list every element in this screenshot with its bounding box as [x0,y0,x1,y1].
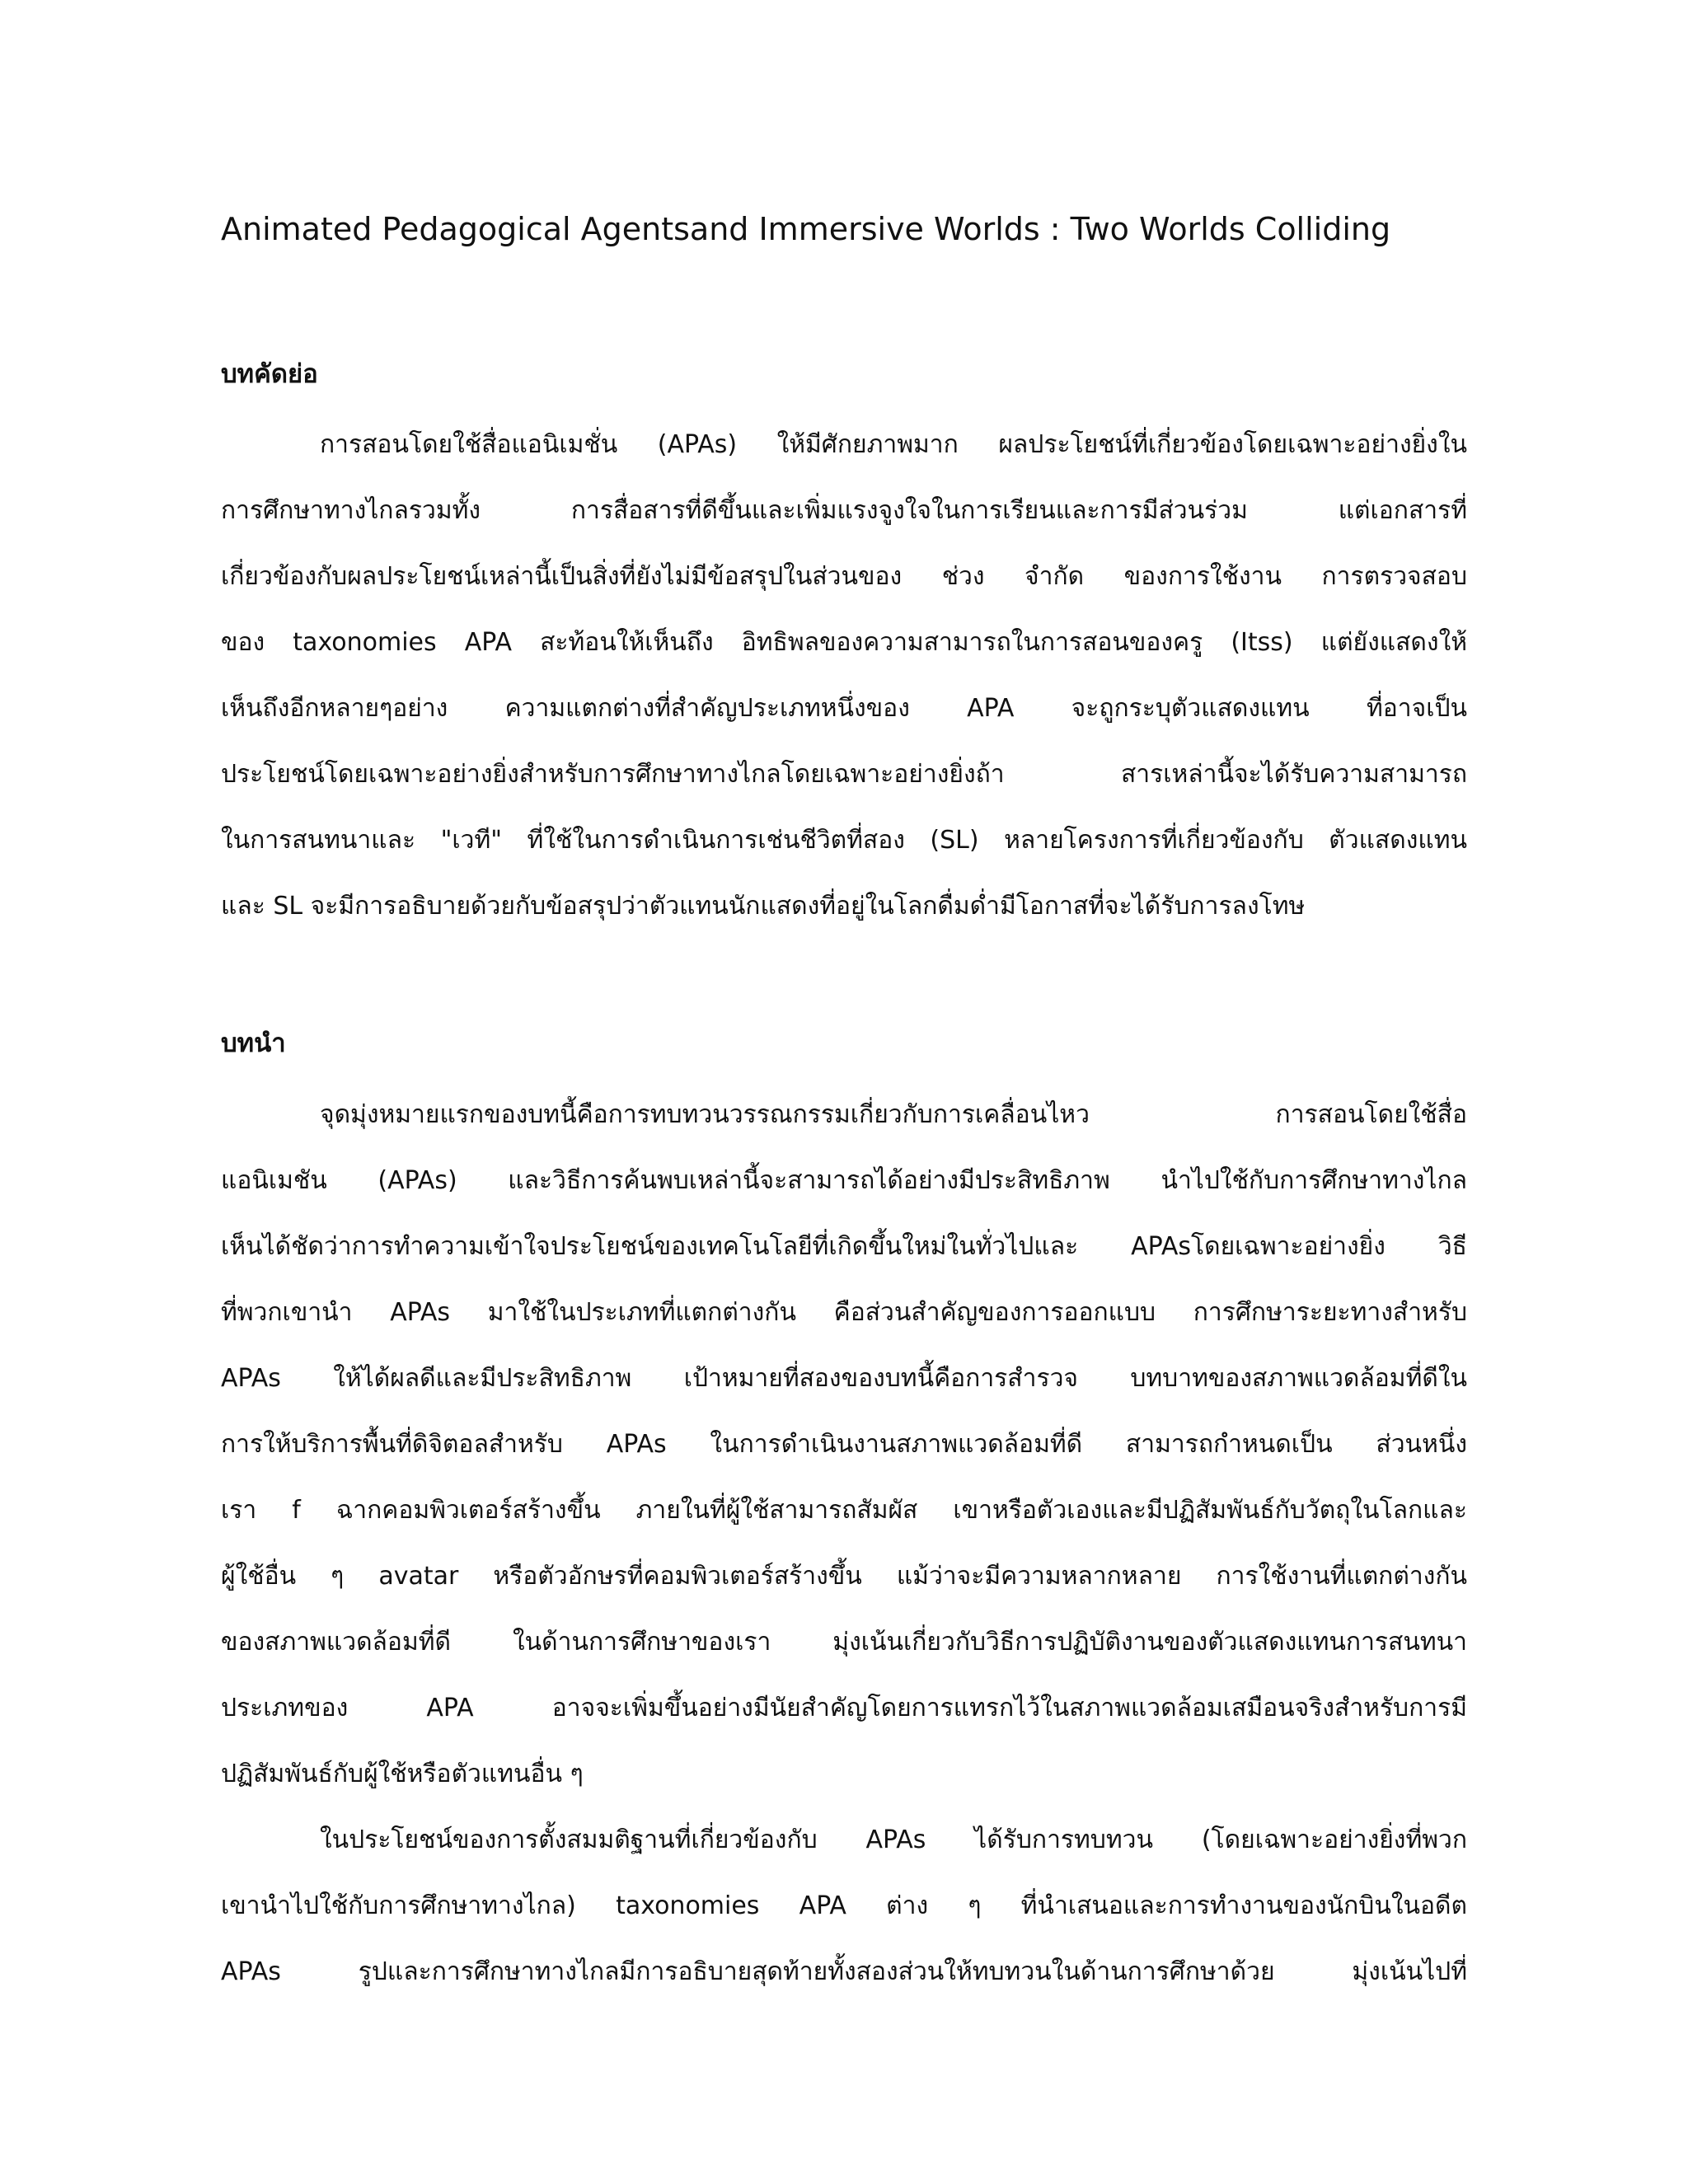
intro-line: ผู้ใช้อื่น ๆ avatar หรือตัวอักษรที่คอมพิวเตอร์สร้างขึ้น แม้ว่าจะมีความหลากหลาย การใช้งานที่แตกต่างกัน [221,1562,1467,1591]
intro-line: เขานำไปใช้กับการศึกษาทางไกล) taxonomies APA ต่าง ๆ ที่นำเสนอและการทำงานของนักบินในอดีต [221,1891,1467,1920]
intro-line: เรา f ฉากคอมพิวเตอร์สร้างขึ้น ภายในที่ผู้ใช้สามารถสัมผัส เขาหรือตัวเองและมีปฏิสัมพันธ์กับวัตถุในโลกและ [221,1496,1467,1525]
abstract-line: ในการสนทนาและ "เวที" ที่ใช้ในการดำเนินการเช่นชีวิตที่สอง (SL) หลายโครงการที่เกี่ยวข้องกับ ตัวแสดงแทน [221,826,1467,855]
intro-line: ประเภทของ APA อาจจะเพิ่มขึ้นอย่างมีนัยสำคัญโดยการแทรกไว้ในสภาพแวดล้อมเสมือนจริงสำหรับการมี [221,1694,1467,1722]
intro-line: APAs รูปและการศึกษาทางไกลมีการอธิบายสุดท้ายทั้งสองส่วนให้ทบทวนในด้านการศึกษาด้วย มุ่งเน้นไปที่ [221,1957,1467,1986]
abstract-line: เห็นถึงอีกหลายๆอย่าง ความแตกต่างที่สำคัญประเภทหนึ่งของ APA จะถูกระบุตัวแสดงแทน ที่อาจเป็น [221,694,1467,723]
abstract-line: และ SL จะมีการอธิบายด้วยกับข้อสรุปว่าตัวแทนนักแสดงที่อยู่ในโลกดื่มด่ำมีโอกาสที่จะได้รับการลงโทษ [221,892,1306,921]
abstract-heading: บทคัดย่อ [221,359,318,389]
abstract-line: การศึกษาทางไกลรวมทั้ง การสื่อสารที่ดีขึ้นและเพิ่มแรงจูงใจในการเรียนและการมีส่วนร่วม แต่เอกสารที่ [221,496,1467,525]
intro-line: APAs ให้ได้ผลดีและมีประสิทธิภาพ เป้าหมายที่สองของบทนี้คือการสำรวจ บทบาทของสภาพแวดล้อมที่ดีใน [221,1364,1467,1393]
intro-line: เห็นได้ชัดว่าการทำความเข้าใจประโยชน์ของเทคโนโลยีที่เกิดขึ้นใหม่ในทั่วไปและ APAsโดยเฉพาะอย่างยิ่ง วิธี [221,1232,1467,1261]
abstract-line: ของ taxonomies APA สะท้อนให้เห็นถึง อิทธิพลของความสามารถในการสอนของครู (Itss) แต่ยังแสดงให้ [221,628,1467,657]
intro-line: แอนิเมชัน (APAs) และวิธีการค้นพบเหล่านี้จะสามารถได้อย่างมีประสิทธิภาพ นำไปใช้กับการศึกษาทางไกล [221,1166,1467,1195]
intro-line: จุดมุ่งหมายแรกของบทนี้คือการทบทวนวรรณกรรมเกี่ยวกับการเคลื่อนไหว การสอนโดยใช้สื่อ [320,1100,1467,1129]
intro-line: ที่พวกเขานำ APAs มาใช้ในประเภทที่แตกต่างกัน คือส่วนสำคัญของการออกแบบ การศึกษาระยะทางสำหรับ [221,1298,1467,1327]
abstract-paragraph [221,412,1467,940]
introduction-paragraph-2 [221,1807,1467,2005]
abstract-line: การสอนโดยใช้สื่อแอนิเมชั่น (APAs) ให้มีศักยภาพมาก ผลประโยชน์ที่เกี่ยวข้องโดยเฉพาะอย่างยิ่งใน [320,430,1467,459]
abstract-line: ประโยชน์โดยเฉพาะอย่างยิ่งสำหรับการศึกษาทางไกลโดยเฉพาะอย่างยิ่งถ้า สารเหล่านี้จะได้รับความสามารถ [221,760,1467,789]
abstract-line: เกี่ยวข้องกับผลประโยชน์เหล่านี้เป็นสิ่งที่ยังไม่มีข้อสรุปในส่วนของ ช่วง จำกัด ของการใช้งาน การตรวจสอบ [221,562,1467,591]
introduction-paragraph-1 [221,1082,1467,1807]
intro-line: ของสภาพแวดล้อมที่ดี ในด้านการศึกษาของเรา มุ่งเน้นเกี่ยวกับวิธีการปฏิบัติงานของตัวแสดงแทนการสนทนา [221,1628,1467,1657]
intro-line: ปฏิสัมพันธ์กับผู้ใช้หรือตัวแทนอื่น ๆ [221,1760,584,1788]
intro-line: การให้บริการพื้นที่ดิจิตอลสำหรับ APAs ในการดำเนินงานสภาพแวดล้อมที่ดี สามารถกำหนดเป็น ส่วนหนึ่ง [221,1430,1467,1459]
intro-line: ในประโยชน์ของการตั้งสมมติฐานที่เกี่ยวข้องกับ APAs ได้รับการทบทวน (โดยเฉพาะอย่างยิ่งที่พวก [320,1825,1467,1854]
introduction-heading: บทนำ [221,1029,286,1058]
document-title: Animated Pedagogical Agentsand Immersive Worlds : Two Worlds Colliding [221,211,1391,247]
